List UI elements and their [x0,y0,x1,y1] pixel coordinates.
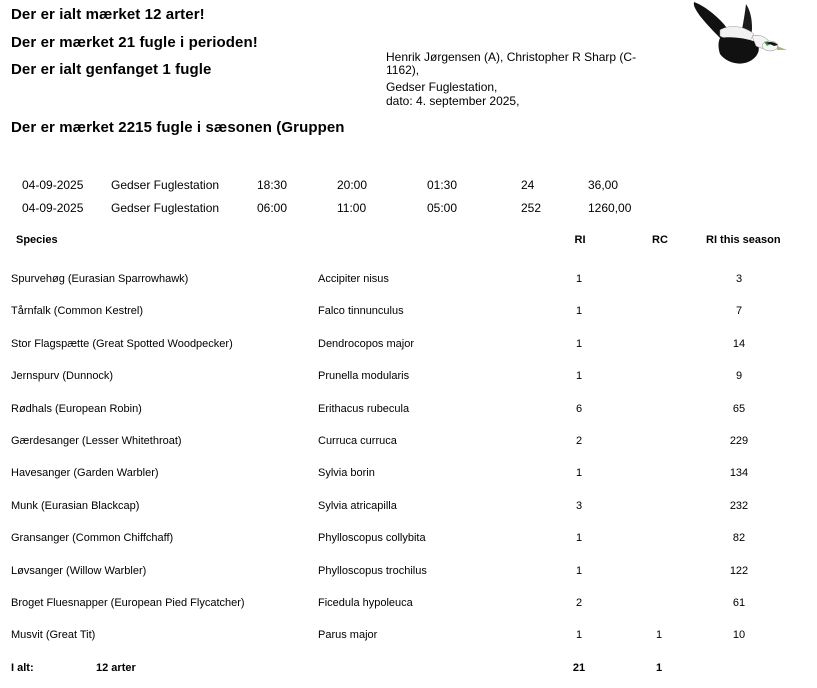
species-latin: Phylloscopus trochilus [318,565,427,577]
species-latin: Erithacus rubecula [318,403,410,415]
total-rc: 1 [655,662,663,674]
species-name: Spurvehøg (Eurasian Sparrowhawk) [11,273,189,285]
session-net-hours: 36,00 [588,178,619,192]
species-ri: 1 [575,467,583,479]
session-duration: 05:00 [427,201,458,215]
session-end: 20:00 [337,178,368,192]
species-ri: 1 [575,565,583,577]
session-start: 18:30 [257,178,288,192]
species-ri: 1 [575,370,583,382]
species-ri-season: 229 [729,435,749,447]
species-latin: Sylvia borin [318,467,375,479]
session-duration: 01:30 [427,178,458,192]
species-latin: Curruca curruca [318,435,397,447]
total-label: I alt: [11,662,34,674]
species-name: Gransanger (Common Chiffchaff) [11,532,174,544]
species-ri-season: 14 [732,338,746,350]
session-end: 11:00 [337,201,367,215]
species-ri: 1 [575,338,583,350]
meta-station: Gedser Fuglestation, [386,80,498,94]
species-ri-season: 3 [735,273,743,285]
species-latin: Dendrocopos major [318,338,414,350]
session-net-hours: 1260,00 [588,201,632,215]
species-latin: Phylloscopus collybita [318,532,426,544]
session-date: 04-09-2025 [22,178,84,192]
species-ri-season: 65 [732,403,746,415]
session-place: Gedser Fuglestation [111,201,220,215]
species-name: Løvsanger (Willow Warbler) [11,565,147,577]
header-ri: RI [574,234,586,246]
header-rc: RC [652,234,668,246]
species-latin: Ficedula hypoleuca [318,597,413,609]
total-species: 12 arter [96,662,136,674]
species-latin: Accipiter nisus [318,273,389,285]
headline-season: Der er mærket 2215 fugle i sæsonen (Gruppen [11,119,345,136]
header-ri-season: RI this season [706,234,781,246]
species-rc: 1 [655,629,663,641]
session-place: Gedser Fuglestation [111,178,220,192]
species-ri: 2 [575,597,583,609]
species-ri-season: 9 [735,370,743,382]
species-name: Stor Flagspætte (Great Spotted Woodpecker) [11,338,233,350]
species-ri: 2 [575,435,583,447]
species-ri: 6 [575,403,583,415]
species-ri-season: 61 [732,597,746,609]
session-nets: 252 [521,201,542,215]
species-latin: Falco tinnunculus [318,305,404,317]
meta-ringers: Henrik Jørgensen (A), Christopher R Sharp (C- [386,50,637,64]
headline-birds-period: Der er mærket 21 fugle i perioden! [11,34,258,51]
total-ri: 21 [572,662,586,674]
species-name: Gærdesanger (Lesser Whitethroat) [11,435,182,447]
meta-date: dato: 4. september 2025, [386,94,520,108]
species-ri-season: 7 [735,305,743,317]
species-ri-season: 232 [729,500,749,512]
species-name: Havesanger (Garden Warbler) [11,467,159,479]
species-ri-season: 122 [729,565,749,577]
headline-species-count: Der er ialt mærket 12 arter! [11,6,205,23]
species-ri-season: 134 [729,467,749,479]
species-latin: Parus major [318,629,378,641]
species-ri-season: 82 [732,532,746,544]
species-latin: Prunella modularis [318,370,410,382]
species-ri-season: 10 [732,629,746,641]
eider-duck-image [690,0,790,70]
species-ri: 1 [575,629,583,641]
meta-ringer-id: 1162), [386,63,420,77]
header-species: Species [16,234,58,246]
headline-recaptured: Der er ialt genfanget 1 fugle [11,61,212,78]
session-date: 04-09-2025 [22,201,84,215]
species-name: Tårnfalk (Common Kestrel) [11,305,144,317]
session-nets: 24 [521,178,535,192]
species-name: Munk (Eurasian Blackcap) [11,500,140,512]
species-ri: 1 [575,273,583,285]
species-name: Jernspurv (Dunnock) [11,370,114,382]
session-start: 06:00 [257,201,288,215]
species-name: Rødhals (European Robin) [11,403,142,415]
species-name: Broget Fluesnapper (European Pied Flycatcher) [11,597,245,609]
species-ri: 1 [575,532,583,544]
species-latin: Sylvia atricapilla [318,500,397,512]
species-ri: 3 [575,500,583,512]
species-name: Musvit (Great Tit) [11,629,96,641]
species-ri: 1 [575,305,583,317]
